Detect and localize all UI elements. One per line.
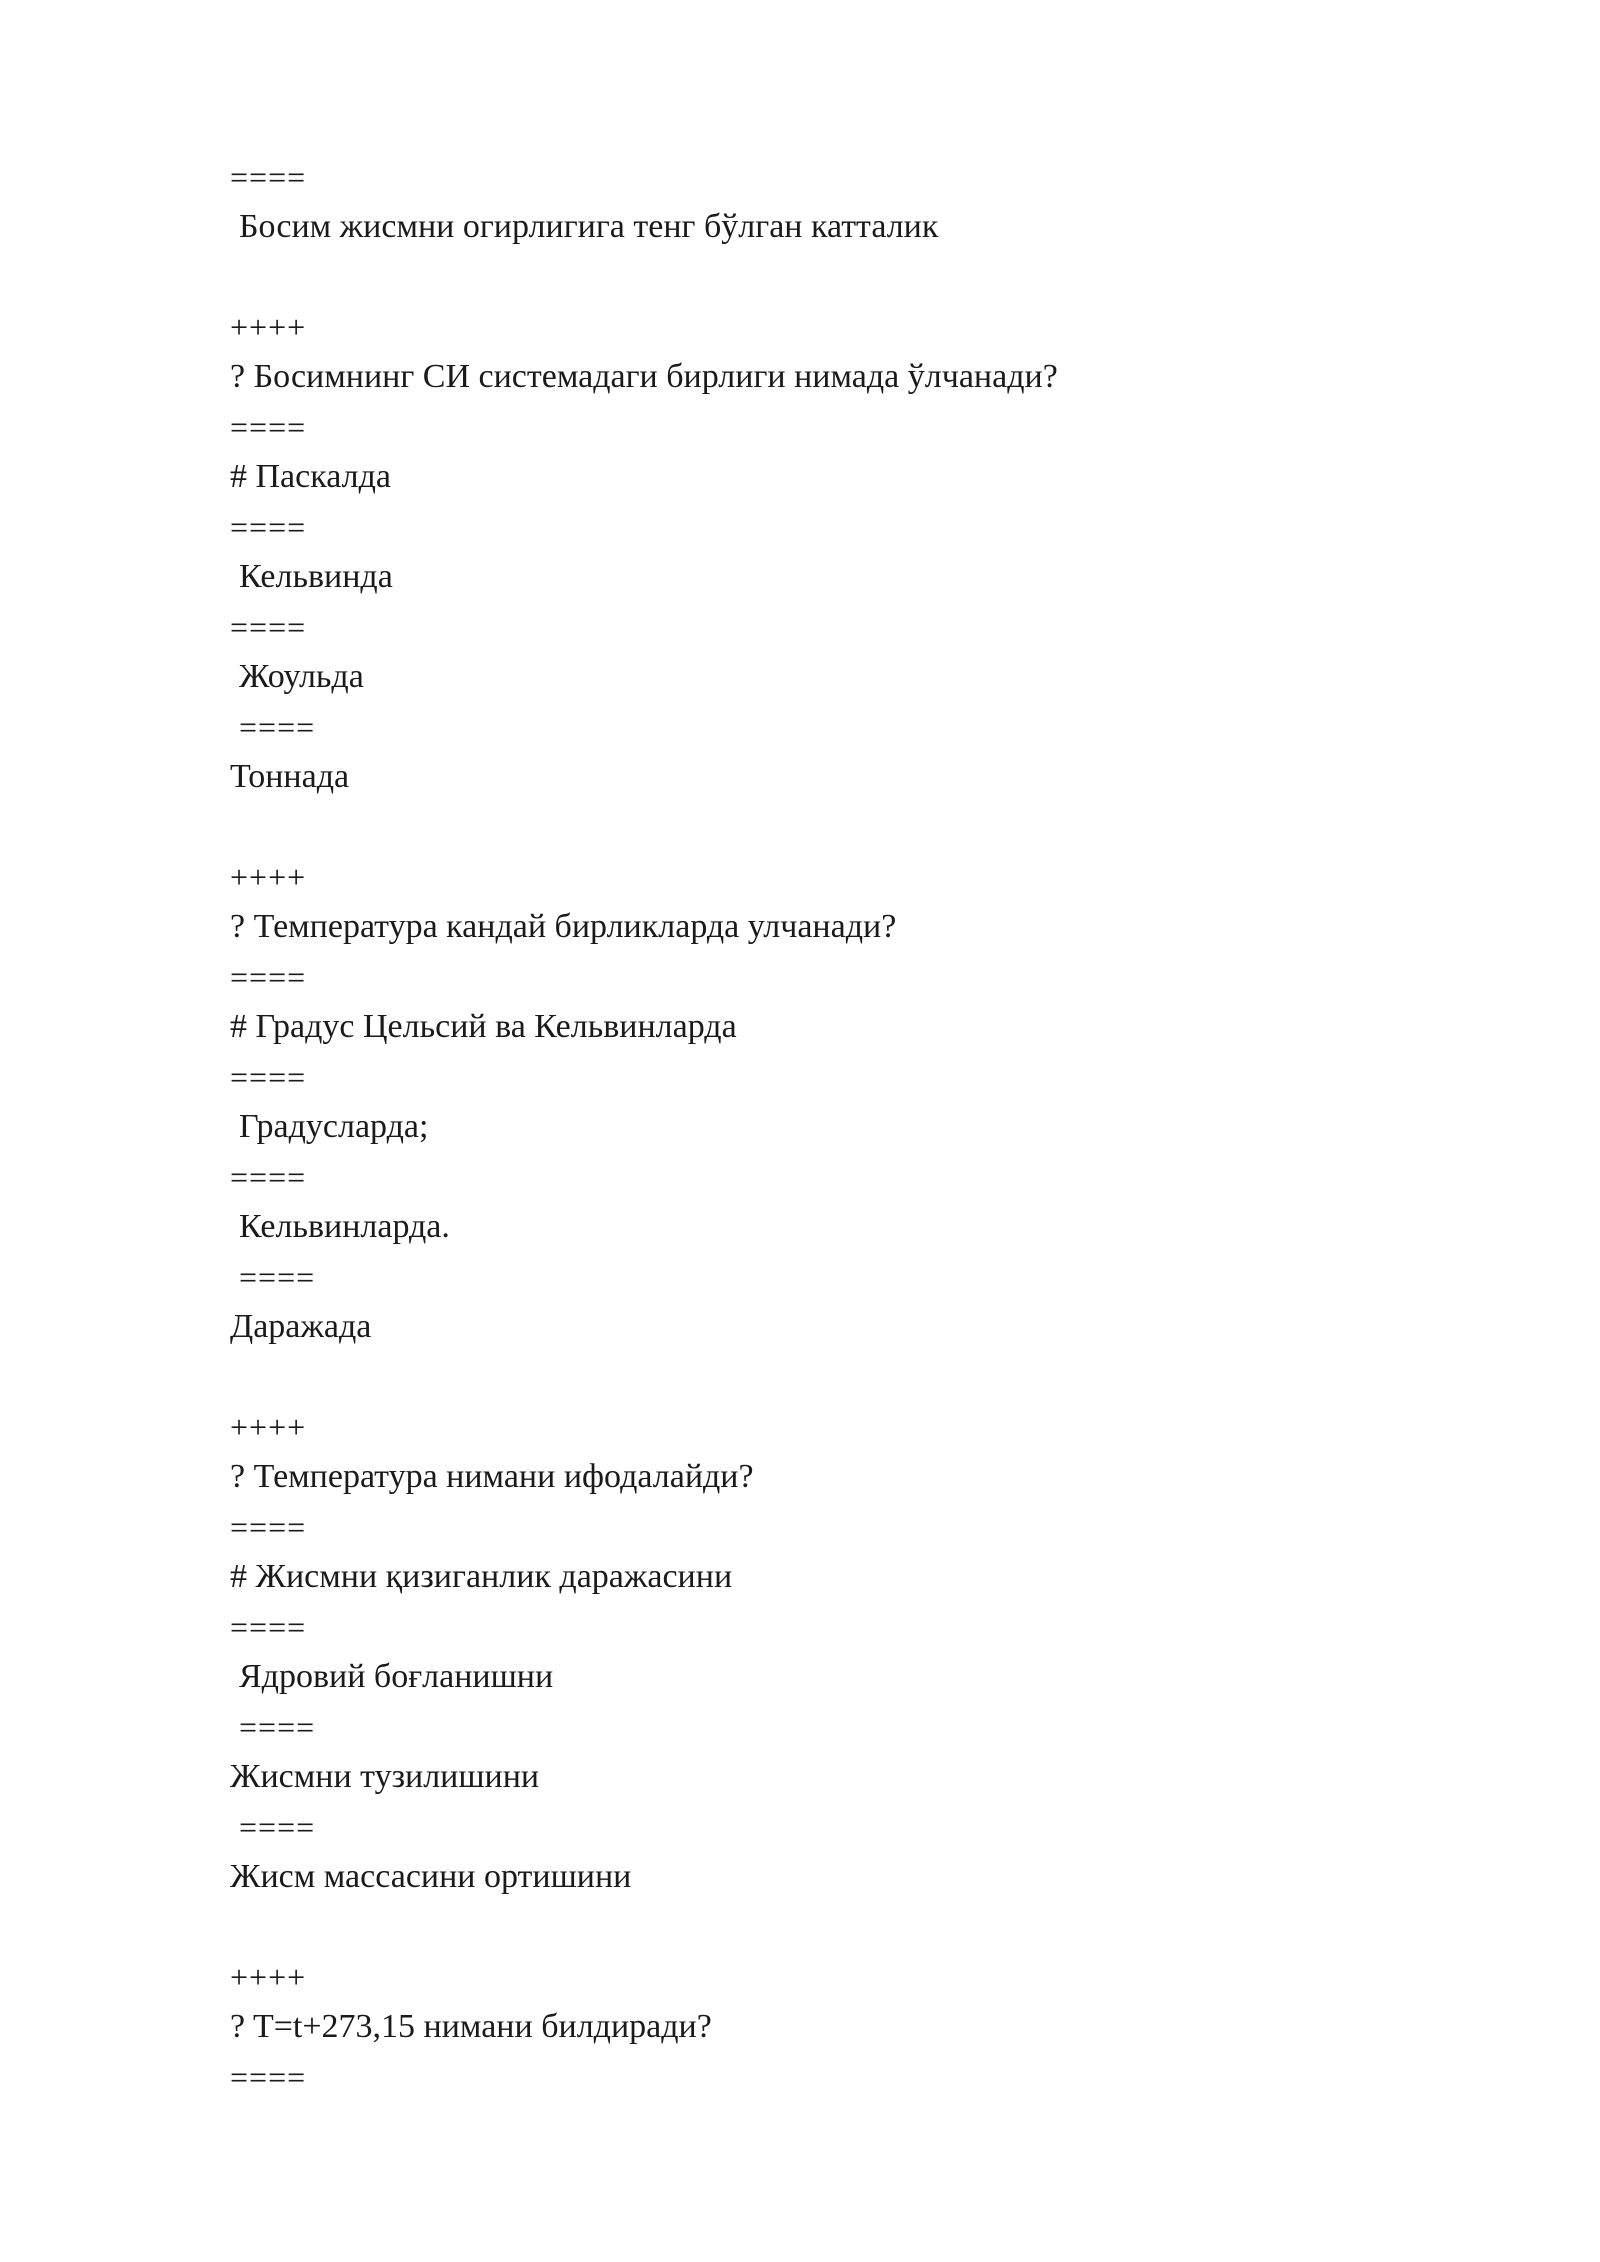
option-separator: ==== <box>239 1709 316 1745</box>
option-text: Ядровий боғланишни <box>239 1658 554 1695</box>
option-separator: ==== <box>230 409 307 445</box>
option-separator: ==== <box>239 1809 316 1845</box>
option-separator: ==== <box>230 959 307 995</box>
option-text: Кельвинларда. <box>239 1208 450 1245</box>
question-text: ? T=t+273,15 нимани билдиради? <box>230 2008 712 2045</box>
correct-answer-text: # Жисмни қизиганлик даражасини <box>230 1558 733 1595</box>
option-text: Градусларда; <box>239 1108 429 1145</box>
option-separator: ==== <box>230 609 307 645</box>
blank-line <box>230 1902 1450 1952</box>
option-separator: ==== <box>239 1259 316 1295</box>
option-text: Даражада <box>230 1308 372 1345</box>
option-separator: ==== <box>230 509 307 545</box>
option-text: Жоульда <box>239 658 364 695</box>
question-text: ? Босимнинг СИ системадаги бирлиги нимада ўлчанади? <box>230 358 1058 395</box>
option-separator: ==== <box>230 1509 307 1545</box>
question-separator: ++++ <box>230 859 307 895</box>
option-separator: ==== <box>230 159 307 195</box>
option-separator: ==== <box>230 1059 307 1095</box>
option-text: Тоннада <box>230 758 350 795</box>
question-separator: ++++ <box>230 309 307 345</box>
question-text: ? Температура кандай бирликларда улчанади? <box>230 908 897 945</box>
correct-answer-text: # Градус Цельсий ва Кельвинларда <box>230 1008 737 1045</box>
document-body <box>230 152 1450 2102</box>
question-separator: ++++ <box>230 1959 307 1995</box>
blank-line <box>230 1352 1450 1402</box>
option-separator: ==== <box>230 1159 307 1195</box>
option-text: Босим жисмни огирлигига тенг бўлган катталик <box>239 208 939 245</box>
correct-answer-text: # Паскалда <box>230 458 391 495</box>
option-separator: ==== <box>230 1609 307 1645</box>
option-text: Жисм массасини ортишини <box>230 1858 632 1895</box>
blank-line <box>230 802 1450 852</box>
question-text: ? Температура нимани ифодалайди? <box>230 1458 754 1495</box>
question-separator: ++++ <box>230 1409 307 1445</box>
blank-line <box>230 252 1450 302</box>
option-separator: ==== <box>230 2059 307 2095</box>
option-text: Жисмни тузилишини <box>230 1758 540 1795</box>
option-text: Кельвинда <box>239 558 393 595</box>
option-separator: ==== <box>239 709 316 745</box>
